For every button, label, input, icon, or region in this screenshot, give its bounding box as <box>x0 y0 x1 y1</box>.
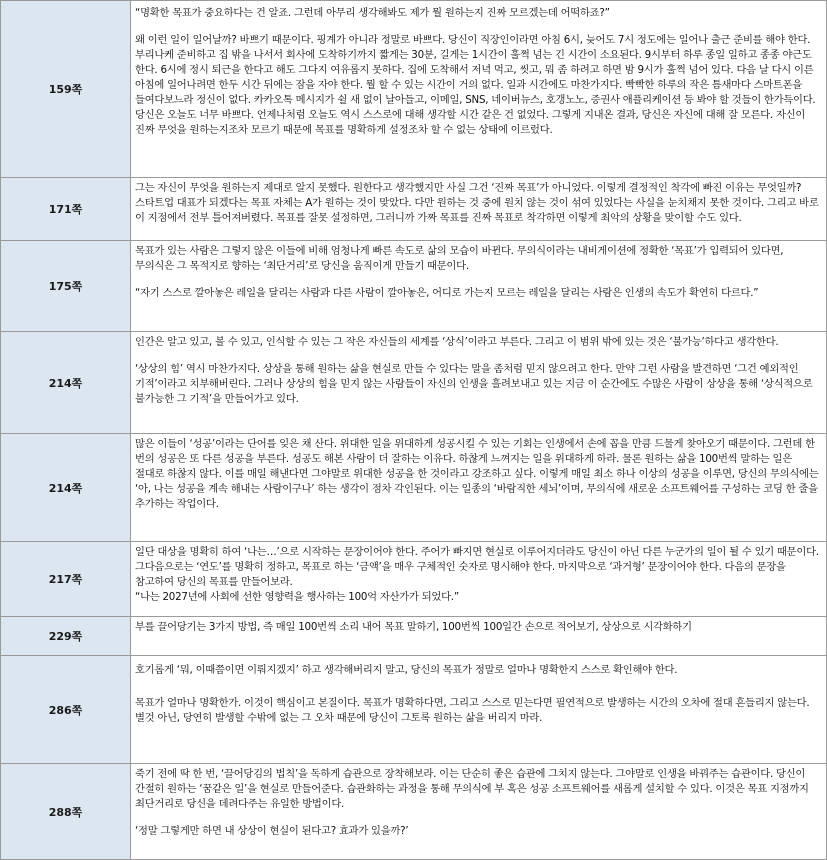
page-number-cell[interactable]: 214쪽 <box>1 434 131 542</box>
excerpt-paragraph: “명확한 목표가 중요하다는 건 알죠. 그런데 아무리 생각해봐도 제가 뭘 원하는지 진짜 모르겠는데 어떡하죠?” <box>135 7 610 19</box>
excerpt-paragraph: ‘정말 그렇게만 하면 내 상상이 현실이 된다고? 효과가 있을까?’ <box>135 825 409 837</box>
excerpt-paragraph: 그는 자신이 무엇을 원하는지 제대로 알지 못했다. 원한다고 생각했지만 사실 그건 ‘진짜 목표’가 아니었다. 이렇게 결정적인 착각에 빠진 이유는 무엇일까? 스타트업 대표가 되겠다는 목표 자체는 A가 원하는 것이 맞았다. 다만 원하는 것 중에 원치 않는 것이 섞여 있었다는 사실을 눈치채지 못한 것이다. 그리고 바로 이 지점에서 전부 틀어져버렸다. 목표를 잘못 설정하면, 그러니까 가짜 목표를 진짜 목표로 착각하면 이렇게 최악의 상황을 맞이할 수도 있다. <box>135 182 819 224</box>
page-number-cell[interactable]: 175쪽 <box>1 241 131 332</box>
excerpt-cell[interactable] <box>131 656 827 764</box>
excerpt-paragraph: 목표가 있는 사람은 그렇지 않은 이들에 비해 엄청나게 빠른 속도로 삶의 모습이 바뀐다. 무의식이라는 내비게이션에 정확한 ‘목표’가 입력되어 있다면, 무의식은 그 목적지로 향하는 ‘최단거리’로 당신을 움직이게 만들기 때문이다. <box>135 245 784 272</box>
table-row <box>1 434 827 542</box>
table-row <box>1 764 827 860</box>
table-row <box>1 332 827 434</box>
page-number-cell[interactable]: 286쪽 <box>1 656 131 764</box>
page-number-cell[interactable]: 217쪽 <box>1 542 131 617</box>
excerpt-paragraph: “나는 2027년에 사회에 선한 영향력을 행사하는 100억 자산가가 되었다.” <box>135 591 459 603</box>
table-row <box>1 542 827 617</box>
page-number-cell[interactable]: 159쪽 <box>1 1 131 178</box>
table-row <box>1 617 827 656</box>
excerpt-cell[interactable] <box>131 764 827 860</box>
page-number-cell[interactable]: 214쪽 <box>1 332 131 434</box>
excerpt-cell[interactable] <box>131 1 827 178</box>
excerpt-cell[interactable] <box>131 178 827 241</box>
page-number-cell[interactable]: 229쪽 <box>1 617 131 656</box>
table-row <box>1 241 827 332</box>
excerpt-paragraph: ‘상상의 힘’ 역시 마찬가지다. 상상을 통해 원하는 삶을 현실로 만들 수 있다는 말을 좀처럼 믿지 않으려고 한다. 만약 그런 사람을 발견하면 ‘그건 예외적인 기적’이라고 치부해버린다. 그러나 상상의 힘을 믿지 않는 사람들이 자신의 인생을 흘려보내고 있는 지금 이 순간에도 수많은 사람이 상상을 통해 ‘상식적으로 불가능한 그 기적’을 만들어가고 있다. <box>135 363 813 405</box>
excerpt-paragraph: 목표가 얼마나 명확한가. 이것이 핵심이고 본질이다. 목표가 명확하다면, 그리고 스스로 믿는다면 필연적으로 발생하는 시간의 오차에 절대 흔들리지 않는다. 별것 아닌, 당연히 발생할 수밖에 없는 그 오차 때문에 당신이 그토록 원하는 삶을 버리지 마라. <box>135 697 810 724</box>
excerpt-cell[interactable] <box>131 434 827 542</box>
excerpt-cell[interactable] <box>131 241 827 332</box>
excerpt-paragraph: 일단 대상을 명확히 하여 ‘나는…’으로 시작하는 문장이어야 한다. 주어가 빠지면 현실로 이루어지더라도 당신이 아닌 다른 누군가의 일이 될 수 있기 때문이다. 그다음으로는 ‘연도’를 명확히 정하고, 목표로 하는 ‘금액’을 매우 구체적인 숫자로 명시해야 한다. 마지막으로 ‘과거형’ 문장이어야 한다. 다음의 문장을 참고하여 당신의 목표를 만들어보라. <box>135 546 819 588</box>
excerpt-paragraph: 인간은 알고 있고, 볼 수 있고, 인식할 수 있는 그 작은 자신들의 세계를 ‘상식’이라고 부른다. 그리고 이 범위 밖에 있는 것은 ‘불가능’하다고 생각한다. <box>135 336 779 348</box>
excerpt-paragraph: 호기롭게 ‘뭐, 이때쯤이면 이뤄지겠지’ 하고 생각해버리지 말고, 당신의 목표가 정말로 얼마나 명확한지 스스로 확인해야 한다. <box>135 664 678 676</box>
excerpt-paragraph: 부를 끌어당기는 3가지 방법, 즉 매일 100번씩 소리 내어 목표 말하기, 100번씩 100일간 손으로 적어보기, 상상으로 시각화하기 <box>135 621 692 633</box>
page-number-cell[interactable]: 288쪽 <box>1 764 131 860</box>
excerpt-paragraph: “자기 스스로 깔아놓은 레일을 달리는 사람과 다른 사람이 깔아놓은, 어디로 가는지 모르는 레일을 달리는 사람은 인생의 속도가 확연히 다르다.” <box>135 287 759 299</box>
excerpt-cell[interactable] <box>131 617 827 656</box>
page-number-cell[interactable]: 171쪽 <box>1 178 131 241</box>
excerpt-paragraph: 죽기 전에 딱 한 번, ‘끌어당김의 법칙’을 독하게 습관으로 장착해보라. 이는 단순히 좋은 습관에 그치지 않는다. 그야말로 인생을 바꿔주는 습관이다. 당신이 간절히 원하는 ‘꿈같은 일’을 현실로 만들어준다. 습관화하는 과정을 통해 무의식에 부 혹은 성공 소프트웨어를 새롭게 설치할 수 있다. 이것은 목표 지점까지 최단거리로 당신을 데려다주는 유일한 방법이다. <box>135 768 809 810</box>
table-row <box>1 656 827 764</box>
excerpt-cell[interactable] <box>131 542 827 617</box>
excerpt-paragraph: 많은 이들이 ‘성공’이라는 단어를 잊은 채 산다. 위대한 일을 위대하게 성공시킬 수 있는 기회는 인생에서 손에 꼽을 만큼 드물게 찾아오기 때문이다. 그런데 한 번의 성공은 또 다른 성공을 부른다. 성공도 해본 사람이 더 잘하는 이유다. 하찮게 느껴지는 일을 위대하게 하라. 물론 원하는 삶을 100번씩 말하는 일은 절대로 하찮지 않다. 이를 매일 해낸다면 그야말로 위대한 성공을 한 것이라고 강조하고 싶다. 이렇게 매일 최소 하나 이상의 성공을 이루면, 당신의 무의식에는 ‘아, 나는 성공을 계속 해내는 사람이구나’ 하는 생각이 점차 각인된다. 이는 일종의 ‘바람직한 세뇌’이며, 무의식에 새로운 소프트웨어를 구성하는 코딩 한 줄을 추가하는 작업이다. <box>135 438 819 510</box>
excerpt-paragraph: 왜 이런 일이 일어날까? 바쁘기 때문이다. 핑계가 아니라 정말로 바쁘다. 당신이 직장인이라면 아침 6시, 늦어도 7시 정도에는 일어나 출근 준비를 해야 한다. 부리나케 준비하고 집 밖을 나서서 회사에 도착하기까지 짧게는 30분, 길게는 1시간이 훌쩍 넘는 긴 시간이 소요된다. 9시부터 하루 종일 일하고 종종 야근도 한다. 6시에 정시 퇴근을 한다고 해도 그다지 여유롭지 못하다. 집에 도착해서 저녁 먹고, 씻고, 뭐 좀 하려고 하면 밤 9시가 훌쩍 넘어 있다. 다음 날 다시 이른 아침에 일어나려면 한두 시간 뒤에는 잠을 자야 한다. 뭘 할 수 있는 시간이 거의 없다. 일과 시간에도 마찬가지다. 빡빡한 하루의 작은 틈새마다 스마트폰을 들여다보느라 정신이 없다. 카카오톡 메시지가 쉴 새 없이 날아들고, 이메일, SNS, 네이버뉴스, 호갱노노, 증권사 애플리케이션 등 봐야 할 것들이 한가득이다. 당신은 오늘도 너무 바쁘다. 언제나처럼 오늘도 역시 스스로에 대해 생각할 시간 같은 건 없었다. 그렇게 지내온 결과, 당신은 자신에 대해 잘 모른다. 자신이 진짜 무엇을 원하는지조차 모르기 때문에 목표를 명확하게 설정조차 할 수 없는 상태에 이르렀다. <box>135 34 816 136</box>
excerpt-cell[interactable] <box>131 332 827 434</box>
table-row <box>1 178 827 241</box>
table-row <box>1 1 827 178</box>
